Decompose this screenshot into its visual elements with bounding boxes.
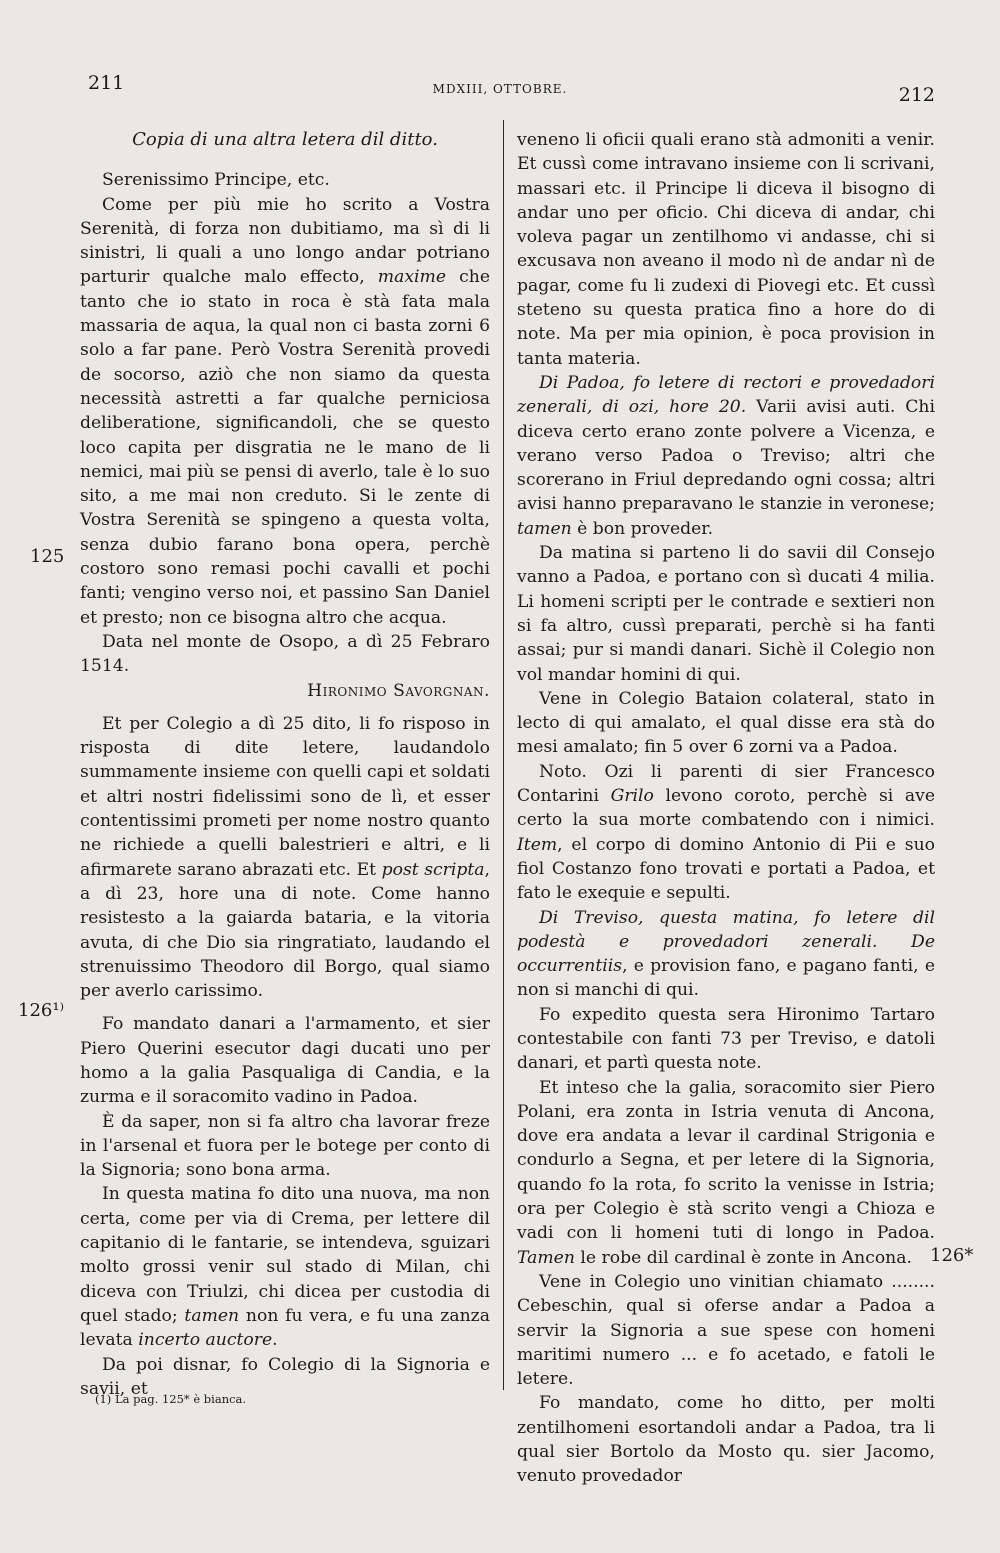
margin-number-126-left: 126¹⁾ [18, 1000, 64, 1021]
date-line: Data nel monte de Osopo, a dì 25 Febraro 1514. [80, 631, 490, 677]
paragraph: veneno li oficii quali erano stà admoniti a venir. Et cussì come intravano insieme con li scrivani, massari etc. il Principe li diceva il bisogno di andar uno per oficio. Chi diceva di andar, chi voleva pagar un zentilhomo vi andasse, chi si excusava non aveano il modo nì de andar nì de pagar, come fu li zudexi di Piovegi etc. Et cussì steteno su questa pratica fino a hore do di note. Ma per mia opinion, è poca provision in tanta materia. [517, 130, 935, 369]
salutation: Serenissimo Principe, etc. [102, 170, 330, 191]
signature: Hironimo Savorgnan. [307, 680, 490, 701]
paragraph: Et inteso che la galia, soracomito sier Piero Polani, era zonta in Istria venuta di Ancona, dove era andata a levar il cardinal Strigonia e condurlo a Segna, et per letere di la Signoria, quando fo la rota, fo scrito la venisse in Istria; ora per Colegio è stà scrito vengi a Chioza e vadi con li homeni tuti di longo in Padoa. Tamen le robe dil cardinal è zonte in Ancona. [517, 1077, 935, 1268]
column-divider [503, 120, 504, 1390]
paragraph: Vene in Colegio uno vinitian chiamato ........ Cebeschin, qual si oferse andar a Padoa a servir la Signoria a sue spese con homeni maritimi numero ... e fo acetado, e fatoli le letere. [517, 1271, 935, 1390]
paragraph: Da poi disnar, fo Colegio di la Signoria e savii, et [80, 1354, 490, 1399]
letter-title: Copia di una altra letera dil ditto. [132, 129, 438, 150]
margin-number-126-right: 126* [930, 1245, 974, 1266]
paragraph: Di Treviso, questa matina, fo letere dil podestà e provedadori zenerali. De occurrentiis, e provision fano, e pagano fanti, e non si manchi di qui. [517, 907, 935, 1001]
right-column [517, 128, 935, 1489]
left-column [80, 128, 490, 1401]
paragraph: Vene in Colegio Bataion colateral, stato in lecto di qui amalato, el qual disse era stà do mesi amalato; fin 5 over 6 zorni va a Padoa. [517, 688, 935, 758]
paragraph: Noto. Ozi li parenti di sier Francesco Contarini Grilo levono coroto, perchè si ave certo la sua morte combatendo con i nimici. Item, el corpo di domino Antonio di Pii e suo fiol Costanzo fono trovati e portati a Padoa, et fato le exequie e sepulti. [517, 761, 936, 904]
margin-number-125: 125 [30, 546, 65, 567]
paragraph: Di Padoa, fo letere di rectori e provedadori zenerali, di ozi, hore 20. Varii avisi auti. Chi diceva certo erano zonte polvere a Vicenza, e verano verso Padoa o Treviso; altri che scorerano in Friul depredando ogni cossa; altri avisi hanno preparavano le stanzie in veronese; tamen è bon proveder. [517, 372, 935, 539]
footnote: (1) La pag. 125* è bianca. [95, 1392, 247, 1406]
paragraph: Fo expedito questa sera Hironimo Tartaro contestabile con fanti 73 per Treviso, e datoli danari, et partì questa note. [517, 1004, 935, 1074]
paragraph: In questa matina fo dito una nuova, ma non certa, come per via di Crema, per lettere dil capitanio di le fantarie, se intendeva, sguizari molto grossi venir sul stado di Milan, chi diceva con Triulzi, chi dicea per custodia di quel stado; tamen non fu vera, e fu una zanza levata incerto auctore. [80, 1184, 490, 1351]
paragraph: È da saper, non si fa altro cha lavorar freze in l'arsenal et fuora per le botege per conto di la Signoria; sono bona arma. [80, 1111, 490, 1181]
paragraph: Et per Colegio a dì 25 dito, li fo risposo in risposta di dite letere, laudandolo summamente insieme con quelli capi et soldati et altri nostri fidelissimi sono de lì, et esser contentissimi prometi per nome nostro quanto ne richiede a quelli balestrieri e altri, e li afirmarete sarano abrazati etc. Et post scripta, a dì 23, hore una di note. Come hanno resistesto a la gaiarda bataria, e la vitoria avuta, di che Dio sia ringratiato, laudando el strenuissimo Theodoro dil Borgo, qual siamo per averlo carissimo. [80, 713, 491, 1002]
paragraph: Da matina si parteno li do savii dil Consejo vanno a Padoa, e portano con sì ducati 4 milia. Li homeni scripti per le contrade e sextieri non si fa altro, cussì preparati, perchè si ha fanti assai; pur si mandi danari. Sichè il Colegio non vol mandar homini di qui. [517, 543, 935, 685]
paragraph: Fo mandato danari a l'armamento, et sier Piero Querini esecutor dagi ducati uno per homo a la galia Pasqualiga di Candia, e la zurma e il soracomito vadino in Padoa. [80, 1014, 490, 1108]
right-page-number: 212 [898, 84, 935, 106]
left-page-number: 211 [88, 72, 125, 94]
paragraph: Come per più mie ho scrito a Vostra Serenità, di forza non dubitiamo, ma sì di li sinistri, li quali a uno longo andar potriano parturir qualche malo effecto, maxime che tanto che io stato in roca è stà fata mala massaria de aqua, la qual non ci basta zorni 6 solo a far pane. Però Vostra Serenità provedi de socorso, aziò che non siamo da questa necessità astretti a far qualche perniciosa deliberatione, significandoli, che se questo loco capita per disgratia ne le mano de li nemici, mai più se pensi di averlo, tale è lo suo sito, a me mai non creduto. Si le zente di Vostra Serenità se spingeno a questa volta, senza dubio farano bona opera, perchè costoro sono remasi pochi cavalli et pochi fanti; vengino verso noi, et passino San Daniel et presto; non ce bisogna altro che acqua. [80, 194, 490, 628]
running-head: MDXIII, OTTOBRE. [432, 82, 568, 96]
paragraph: Fo mandato, come ho ditto, per molti zentilhomeni esortandoli andar a Padoa, tra li qual sier Bortolo da Mosto qu. sier Jacomo, venuto provedador [517, 1393, 935, 1487]
